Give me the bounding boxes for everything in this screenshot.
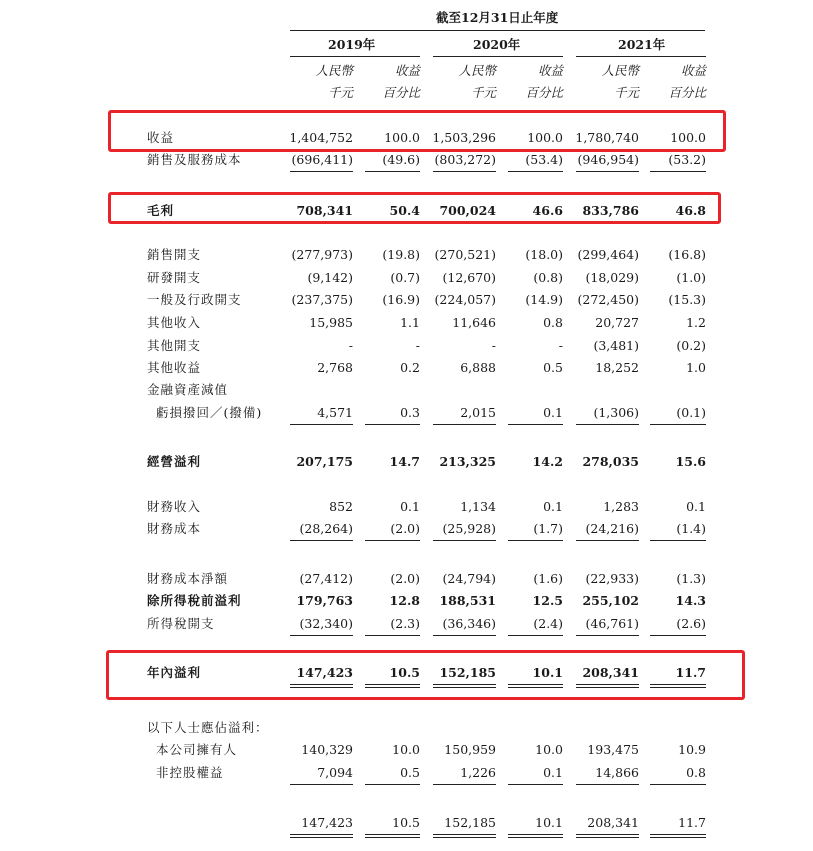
row-cell: 46.8 [675,203,706,218]
row-cell: 50.4 [389,203,420,218]
row-cell: - [348,338,353,353]
income-tax-underline [290,635,353,636]
row-cell: 1.2 [686,315,706,330]
row-cell: (0.8) [533,270,563,285]
row-cell: 0.8 [543,315,563,330]
row-cell: (22,933) [585,571,639,586]
row-cell: (696,411) [291,152,353,167]
row-cell: 0.1 [400,499,420,514]
row-cell: (53.2) [668,152,706,167]
row-cell: 150,959 [444,742,496,757]
row-cell: 14.2 [532,454,563,469]
column-header-3-line-2: 千元 [470,85,496,100]
total-double-underline [433,834,496,838]
row-cell: 193,475 [587,742,639,757]
row-cell: (53.4) [525,152,563,167]
row-cell: (9,142) [307,270,353,285]
row-cell: 12.5 [532,593,563,608]
row-cell: (24,216) [585,521,639,536]
row-cell: (2.0) [390,571,420,586]
row-label: 其他開支 [147,338,202,353]
row-cell: (237,375) [291,292,353,307]
row-cell: - [415,338,420,353]
row-label: 除所得稅前溢利 [147,593,242,608]
finance-cost-underline [508,540,563,541]
cost-of-sales-underline [290,171,353,172]
row-cell: (3,481) [593,338,639,353]
row-cell: 255,102 [582,593,639,608]
column-header-6-line-1: 收益 [680,63,706,78]
row-cell: 10.0 [535,742,563,757]
row-cell: 10.5 [392,815,420,830]
row-cell: 100.0 [670,130,706,145]
income-tax-underline [508,635,563,636]
row-cell: 100.0 [527,130,563,145]
row-cell: (803,272) [434,152,496,167]
row-cell: (16.9) [382,292,420,307]
row-label: 銷售及服務成本 [147,152,242,167]
row-cell: 188,531 [439,593,496,608]
non-controlling-underline [576,784,639,785]
row-label: 所得稅開支 [147,616,215,631]
row-label: 虧損撥回／(撥備) [156,405,263,420]
row-cell: (277,973) [291,247,353,262]
row-cell: 0.1 [543,405,563,420]
row-cell: (0.7) [390,270,420,285]
column-header-1-line-2: 千元 [327,85,353,100]
row-cell: - [558,338,563,353]
row-cell: 11,646 [452,315,496,330]
row-cell: (14.9) [525,292,563,307]
highlight-box-profit-for-year [106,650,745,700]
row-cell: 213,325 [439,454,496,469]
row-cell: 140,329 [301,742,353,757]
row-label: 本公司擁有人 [156,742,238,757]
row-cell: 12.8 [389,593,420,608]
row-cell: (1.4) [676,521,706,536]
row-cell: (1.3) [676,571,706,586]
impairment-underline [650,424,706,425]
non-controlling-underline [508,784,563,785]
total-double-underline [290,834,353,838]
row-cell: (18.0) [525,247,563,262]
row-cell: 10.5 [389,665,420,680]
total-double-underline [650,834,706,838]
row-cell: (16.8) [668,247,706,262]
row-label: 經營溢利 [147,454,202,469]
row-label: 毛利 [147,203,175,218]
row-cell: (0.2) [676,338,706,353]
row-cell: 1.1 [400,315,420,330]
row-cell: 14.3 [675,593,706,608]
row-cell: 152,185 [444,815,496,830]
row-cell: 1,283 [603,499,639,514]
non-controlling-underline [365,784,420,785]
finance-cost-underline [365,540,420,541]
row-cell: (32,340) [299,616,353,631]
finance-cost-underline [290,540,353,541]
row-cell: 179,763 [296,593,353,608]
row-cell: (1.6) [533,571,563,586]
row-cell: 10.1 [535,815,563,830]
row-cell: (24,794) [442,571,496,586]
row-cell: 1,404,752 [289,130,353,145]
row-cell: (2.0) [390,521,420,536]
row-cell: 0.1 [543,765,563,780]
year-2021-rule [576,56,706,57]
row-cell: 0.1 [686,499,706,514]
row-label: 財務成本淨額 [147,571,229,586]
row-cell: 1.0 [686,360,706,375]
row-cell: 278,035 [582,454,639,469]
row-cell: 11.7 [675,665,706,680]
row-label: 以下人士應佔溢利： [147,720,269,735]
row-cell: (25,928) [442,521,496,536]
row-cell: 700,024 [439,203,496,218]
row-cell: (46,761) [585,616,639,631]
column-header-5-line-2: 千元 [613,85,639,100]
column-header-5-line-1: 人民幣 [601,63,639,78]
row-cell: 14.7 [389,454,420,469]
row-cell: 20,727 [595,315,639,330]
row-cell: 2,768 [317,360,353,375]
row-cell: (1.7) [533,521,563,536]
period-title: 截至12月31日止年度 [436,10,559,25]
column-header-2-line-2: 百分比 [382,85,420,100]
row-cell: (12,670) [442,270,496,285]
column-header-4-line-2: 百分比 [525,85,563,100]
profit-for-year-double-underline [650,684,706,688]
row-cell: (1.0) [676,270,706,285]
row-cell: (27,412) [299,571,353,586]
row-cell: 208,341 [582,665,639,680]
row-label: 非控股權益 [156,765,224,780]
cost-of-sales-underline [433,171,496,172]
non-controlling-underline [433,784,496,785]
row-cell: (1,306) [593,405,639,420]
profit-for-year-double-underline [365,684,420,688]
year-2019-rule [290,56,420,57]
finance-cost-underline [433,540,496,541]
row-label: 研發開支 [147,270,202,285]
row-cell: (19.8) [382,247,420,262]
row-cell: 0.3 [400,405,420,420]
profit-for-year-double-underline [433,684,496,688]
row-cell: 147,423 [296,665,353,680]
column-header-2-line-1: 收益 [394,63,420,78]
row-cell: 18,252 [595,360,639,375]
impairment-underline [508,424,563,425]
finance-cost-underline [650,540,706,541]
row-cell: 2,015 [460,405,496,420]
row-cell: 6,888 [460,360,496,375]
row-cell: 7,094 [317,765,353,780]
row-label: 財務成本 [147,521,202,536]
row-label: 收益 [147,130,175,145]
row-cell: 0.5 [543,360,563,375]
row-label: 財務收入 [147,499,202,514]
row-cell: 852 [329,499,353,514]
row-cell: 0.2 [400,360,420,375]
total-double-underline [508,834,563,838]
finance-cost-underline [576,540,639,541]
row-cell: 15,985 [309,315,353,330]
row-cell: 100.0 [384,130,420,145]
row-cell: 0.5 [400,765,420,780]
row-cell: 15.6 [675,454,706,469]
row-label: 其他收益 [147,360,202,375]
non-controlling-underline [290,784,353,785]
row-cell: 207,175 [296,454,353,469]
row-cell: 833,786 [582,203,639,218]
row-cell: (28,264) [299,521,353,536]
income-tax-underline [576,635,639,636]
income-tax-underline [650,635,706,636]
row-cell: 1,503,296 [432,130,496,145]
row-cell: (299,464) [577,247,639,262]
row-cell: (18,029) [585,270,639,285]
row-cell: 10.9 [678,742,706,757]
impairment-underline [433,424,496,425]
total-double-underline [576,834,639,838]
row-label: 銷售開支 [147,247,202,262]
year-2019: 2019年 [328,37,376,52]
row-cell: 1,226 [460,765,496,780]
row-cell: 46.6 [532,203,563,218]
cost-of-sales-underline [650,171,706,172]
row-cell: (2.3) [390,616,420,631]
profit-for-year-double-underline [508,684,563,688]
column-header-3-line-1: 人民幣 [458,63,496,78]
impairment-underline [290,424,353,425]
row-label: 一般及行政開支 [147,292,242,307]
row-cell: (0.1) [676,405,706,420]
row-cell: (49.6) [382,152,420,167]
row-cell: (2.4) [533,616,563,631]
cost-of-sales-underline [508,171,563,172]
impairment-underline [576,424,639,425]
non-controlling-underline [650,784,706,785]
impairment-underline [365,424,420,425]
year-2020: 2020年 [473,37,521,52]
row-cell: (946,954) [577,152,639,167]
row-cell: 0.1 [543,499,563,514]
row-cell: (15.3) [668,292,706,307]
cost-of-sales-underline [365,171,420,172]
row-cell: 11.7 [678,815,706,830]
row-cell: 152,185 [439,665,496,680]
row-label: 其他收入 [147,315,202,330]
row-cell: 708,341 [296,203,353,218]
row-label: 金融資產減值 [147,382,229,397]
column-header-1-line-1: 人民幣 [315,63,353,78]
row-cell: 10.0 [392,742,420,757]
row-cell: 4,571 [317,405,353,420]
row-cell: 14,866 [595,765,639,780]
row-label: 年內溢利 [147,665,202,680]
profit-for-year-double-underline [290,684,353,688]
column-header-6-line-2: 百分比 [668,85,706,100]
row-cell: (272,450) [577,292,639,307]
row-cell: 10.1 [532,665,563,680]
income-tax-underline [433,635,496,636]
row-cell: (2.6) [676,616,706,631]
row-cell: 147,423 [301,815,353,830]
year-2020-rule [433,56,563,57]
cost-of-sales-underline [576,171,639,172]
row-cell: 0.8 [686,765,706,780]
period-title-rule [290,30,705,31]
row-cell: (270,521) [434,247,496,262]
row-cell: 208,341 [587,815,639,830]
row-cell: (224,057) [434,292,496,307]
row-cell: 1,134 [460,499,496,514]
profit-for-year-double-underline [576,684,639,688]
row-cell: 1,780,740 [575,130,639,145]
row-cell: (36,346) [442,616,496,631]
year-2021: 2021年 [618,37,666,52]
column-header-4-line-1: 收益 [537,63,563,78]
row-cell: - [491,338,496,353]
income-tax-underline [365,635,420,636]
total-double-underline [365,834,420,838]
